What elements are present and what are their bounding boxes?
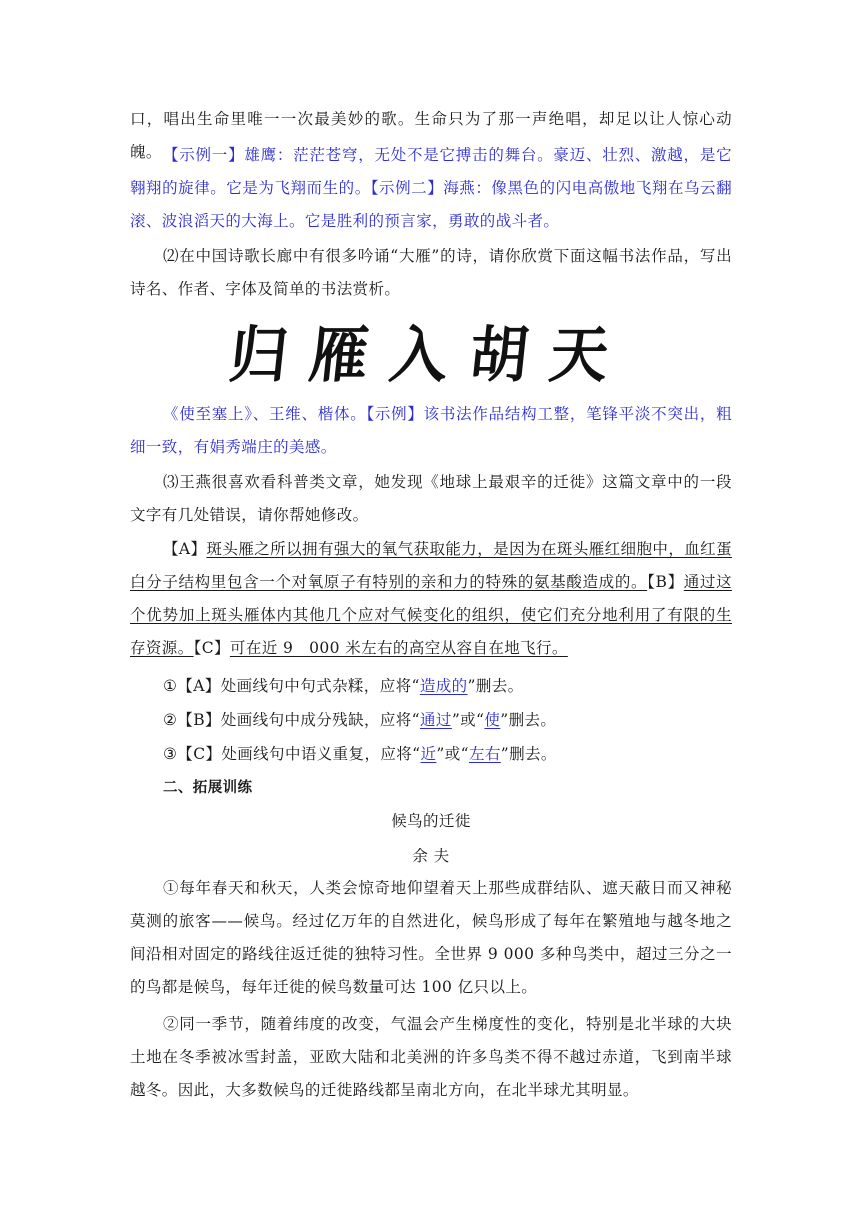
- segment-a-tag: 【A】: [163, 540, 207, 558]
- answer-3-1: [130, 670, 732, 703]
- answer-2-tag: 【示例】: [366, 405, 424, 423]
- example-two-tag: 【示例二】: [370, 179, 444, 197]
- article-title: 候鸟的迁徙: [391, 812, 471, 830]
- segment-c-text: 可在近 9 000 米左右的高空从容自在地飞行。: [229, 639, 568, 657]
- answer-text: ②【B】处画线句中成分残缺，应将“: [163, 711, 421, 729]
- article-paragraph-2: ②同一季节，随着纬度的改变，气温会产生梯度性的变化，特别是北半球的大块土地在冬季被冰雪封盖，亚欧大陆和北美洲的许多鸟类不得不越过赤道，飞到南半球越冬。因此，大多数候鸟的迁徙路线都呈南北方向，在北半球尤其明显。: [130, 1015, 732, 1099]
- answer-2: [130, 398, 732, 464]
- answer-word: 通过: [420, 711, 452, 729]
- calligraphy-text: 归雁入胡天: [226, 319, 634, 391]
- answer-word: 使: [484, 711, 501, 729]
- example-one-text: 雄鹰：茫茫苍穹，无处不是它搏击的舞台。豪迈、壮烈、激越，是它翱翔的旋律。它是为飞翔而生的。: [130, 146, 732, 197]
- answer-word: 左右: [468, 745, 501, 763]
- example-two-text: 海燕：像黑色的闪电高傲地飞翔在乌云翻滚、波浪滔天的大海上。它是胜利的预言家，勇敢的战斗者。: [130, 179, 732, 230]
- segment-b-text: 通过这个优势加上斑头雁体内其他几个应对气候变化的组织，使它们充分地利用了有限的生存资源。: [130, 573, 732, 657]
- answer-word: 造成的: [419, 677, 468, 695]
- answer-2-poem: 《使至塞上》、王维、楷体。: [163, 405, 367, 423]
- question-3: ⑶王燕很喜欢看科普类文章，她发现《地球上最艰辛的迁徙》这篇文章中的一段文字有几处错误，请你帮她修改。: [130, 473, 732, 524]
- section-heading: 二、拓展训练: [163, 780, 253, 796]
- answer-2-analysis: 该书法作品结构工整，笔锋平淡不突出，粗细一致，有娟秀端庄的美感。: [130, 405, 732, 456]
- calligraphy-image: [200, 319, 660, 391]
- answer-text: ③【C】处画线句中语义重复，应将“: [163, 745, 421, 763]
- answer-text: ”删去。: [500, 745, 557, 763]
- answer-text: ”删去。: [500, 711, 557, 729]
- article-paragraph-1: ①每年春天和秋天，人类会惊奇地仰望着天上那些成群结队、遮天蔽日而又神秘莫测的旅客——候鸟。经过亿万年的自然进化，候鸟形成了每年在繁殖地与越冬地之间沿相对固定的路线往返迁徙的独特习性。全世界 9 000 多种鸟类中，超过三分之一的鸟都是候鸟，每年迁徙的候鸟数量可达 100 亿只以上。: [130, 879, 732, 996]
- segment-b-tag: 【B】: [647, 573, 684, 591]
- answer-text: ”或“: [436, 745, 469, 763]
- answer-text: ①【A】处画线句中句式杂糅，应将“: [163, 677, 420, 695]
- answer-examples: [130, 139, 732, 238]
- answer-word: 近: [420, 745, 437, 763]
- passage-with-errors: [130, 533, 732, 665]
- answer-text: ”或“: [451, 711, 485, 729]
- example-one-tag: 【示例一】: [163, 146, 245, 164]
- segment-c-tag: 【C】: [193, 639, 230, 657]
- paragraph-ending: 口，唱出生命里唯一一次最美妙的歌。生命只为了那一声绝唱，却足以让人惊心动魄。: [130, 110, 732, 161]
- question-2: ⑵在中国诗歌长廊中有很多吟诵“大雁”的诗，请你欣赏下面这幅书法作品，写出诗名、作者、字体及简单的书法赏析。: [130, 247, 732, 298]
- article-author: 余 夫: [412, 847, 450, 865]
- answer-3-3: [130, 738, 732, 771]
- segment-a-text: 斑头雁之所以拥有强大的氧气获取能力，是因为在斑头雁红细胞中，血红蛋白分子结构里包含一个对氧原子有特别的亲和力的特殊的氨基酸造成的。: [130, 540, 733, 591]
- answer-text: ”删去。: [467, 677, 524, 695]
- answer-3-2: [130, 704, 732, 737]
